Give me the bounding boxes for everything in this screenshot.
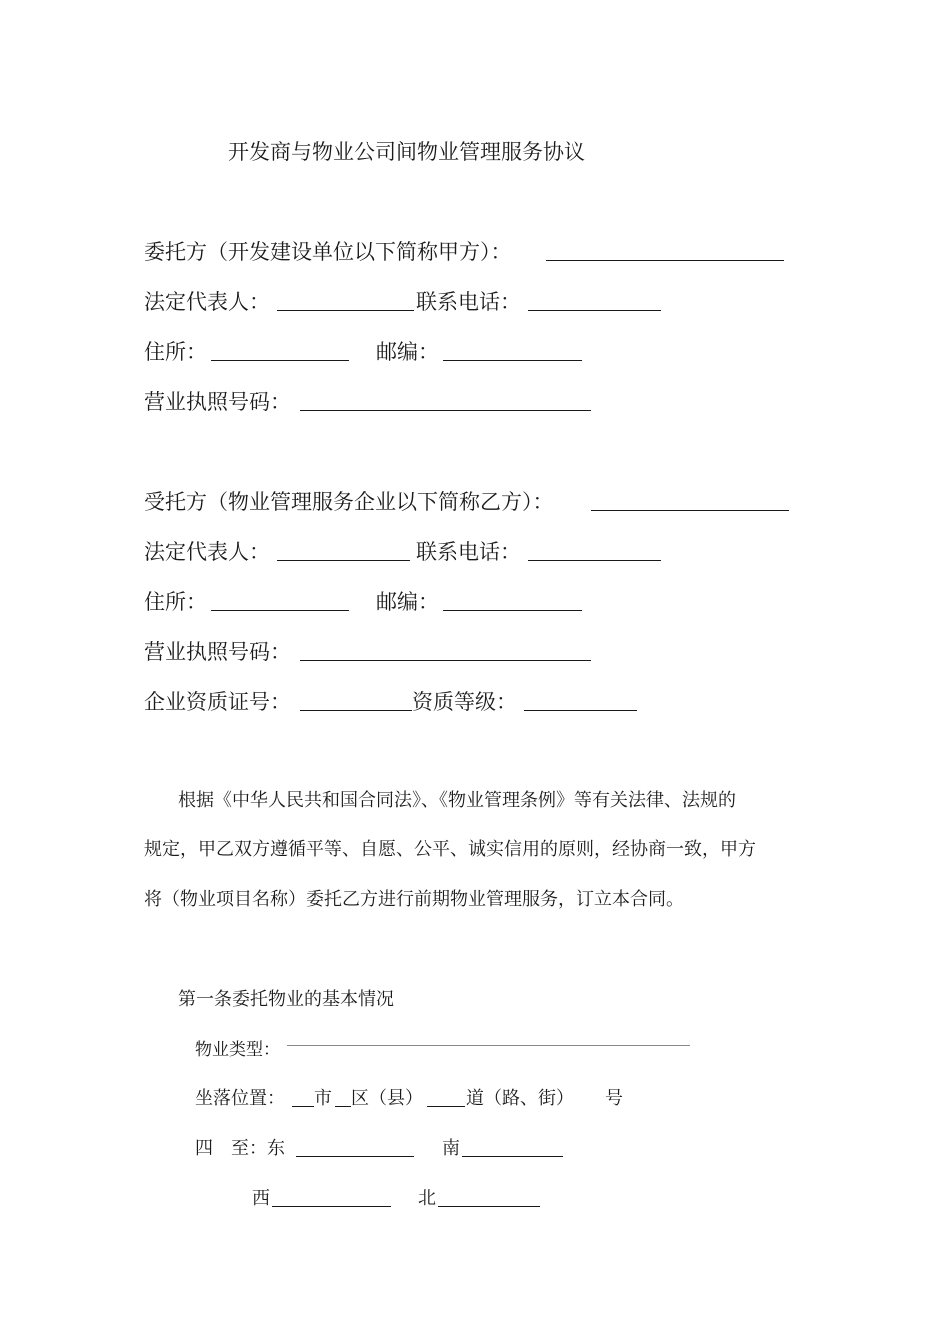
- boundary-west-label: 西: [252, 1188, 270, 1209]
- property-type-blank: [287, 1045, 690, 1046]
- boundary-east-blank: [296, 1156, 414, 1157]
- location-number-label: 号: [605, 1088, 623, 1109]
- boundary-label: 四 至：东: [195, 1138, 285, 1159]
- party-a-license-label: 营业执照号码：: [144, 390, 291, 414]
- boundary-south-blank: [462, 1156, 563, 1157]
- location-district-label: 区（县）: [351, 1088, 423, 1109]
- party-a-address-label: 住所：: [144, 340, 207, 364]
- preamble-line-1: 根据《中华人民共和国合同法》、《物业管理条例》等有关法律、法规的: [178, 790, 736, 811]
- location-road-label: 道（路、街）: [466, 1088, 574, 1109]
- location-road-blank: [427, 1106, 465, 1107]
- preamble-line-3: 将（物业项目名称）委托乙方进行前期物业管理服务，订立本合同。: [144, 889, 684, 910]
- party-b-phone-label: 联系电话：: [416, 540, 521, 564]
- location-city-blank: [292, 1106, 314, 1107]
- party-a-heading: 委托方（开发建设单位以下简称甲方）：: [144, 240, 512, 264]
- boundary-west-blank: [272, 1206, 391, 1207]
- party-a-license-blank: [300, 410, 591, 411]
- location-label: 坐落位置：: [195, 1088, 285, 1109]
- party-b-license-label: 营业执照号码：: [144, 640, 291, 664]
- party-a-address-blank: [211, 360, 349, 361]
- party-a-name-blank: [546, 260, 784, 261]
- document-title: 开发商与物业公司间物业管理服务协议: [228, 140, 585, 164]
- party-a-legal-rep-label: 法定代表人：: [144, 290, 270, 314]
- party-b-name-blank: [591, 510, 789, 511]
- article-1-heading: 第一条委托物业的基本情况: [178, 989, 394, 1010]
- party-a-phone-blank: [528, 310, 661, 311]
- party-b-qual-cert-label: 企业资质证号：: [144, 690, 291, 714]
- location-city-label: 市: [314, 1088, 332, 1109]
- party-b-legal-rep-blank: [277, 560, 410, 561]
- location-district-blank: [335, 1106, 351, 1107]
- party-b-license-blank: [300, 660, 591, 661]
- party-a-legal-rep-blank: [277, 310, 414, 311]
- party-a-phone-label: 联系电话：: [416, 290, 521, 314]
- boundary-north-blank: [438, 1206, 540, 1207]
- boundary-south-label: 南: [442, 1138, 460, 1159]
- party-b-postcode-blank: [443, 610, 582, 611]
- party-b-address-label: 住所：: [144, 590, 207, 614]
- party-b-qual-cert-blank: [300, 710, 412, 711]
- party-a-postcode-label: 邮编：: [376, 340, 439, 364]
- party-a-postcode-blank: [443, 360, 582, 361]
- party-b-legal-rep-label: 法定代表人：: [144, 540, 270, 564]
- party-b-heading: 受托方（物业管理服务企业以下简称乙方）：: [144, 490, 554, 514]
- party-b-address-blank: [211, 610, 349, 611]
- party-b-phone-blank: [528, 560, 661, 561]
- preamble-line-2: 规定，甲乙双方遵循平等、自愿、公平、诚实信用的原则，经协商一致，甲方: [144, 839, 756, 860]
- party-b-qual-level-label: 资质等级：: [412, 690, 517, 714]
- party-b-qual-level-blank: [524, 710, 637, 711]
- party-b-postcode-label: 邮编：: [376, 590, 439, 614]
- boundary-north-label: 北: [418, 1188, 436, 1209]
- property-type-label: 物业类型：: [195, 1040, 280, 1060]
